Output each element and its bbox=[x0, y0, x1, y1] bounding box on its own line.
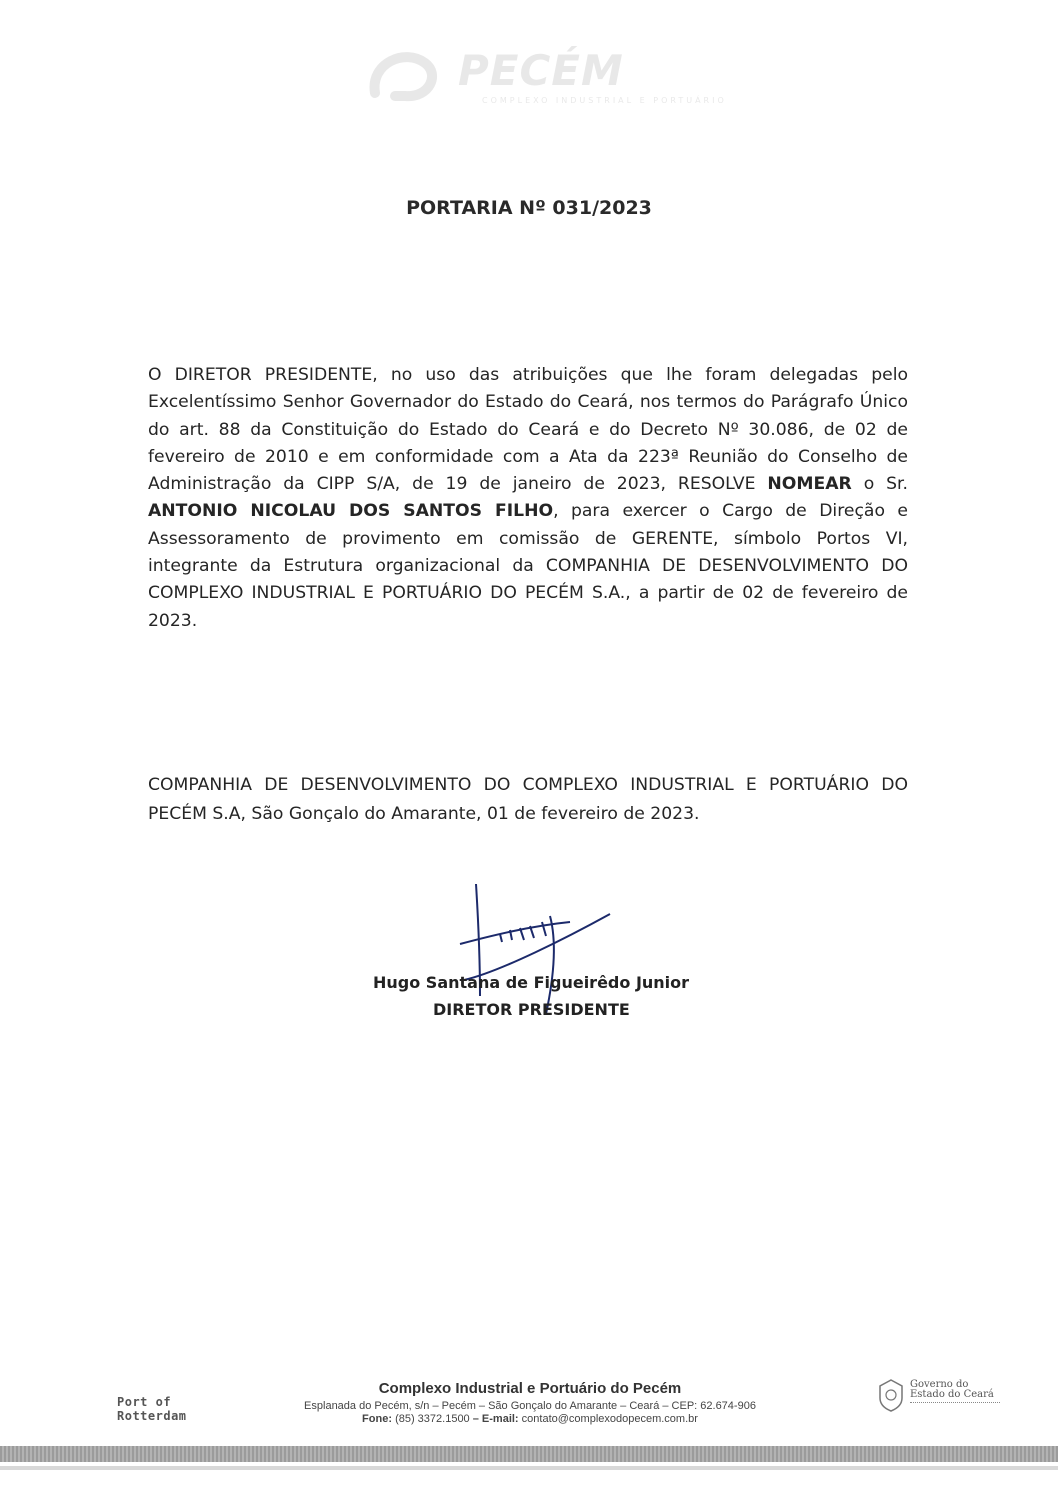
footer-org-name: Complexo Industrial e Portuário do Pecém bbox=[378, 1380, 682, 1397]
gov-line1: Governo do bbox=[910, 1379, 969, 1390]
document-title: PORTARIA Nº 031/2023 bbox=[406, 197, 652, 219]
email-address: contato@complexodopecem.com.br bbox=[521, 1413, 698, 1425]
footer-contact bbox=[240, 1413, 820, 1425]
appointee-name: ANTONIO NICOLAU DOS SANTOS FILHO bbox=[148, 501, 554, 522]
state-coat-of-arms-icon bbox=[876, 1378, 906, 1412]
gov-line2: Estado do Ceará bbox=[910, 1389, 994, 1400]
footer-band bbox=[0, 1446, 1058, 1462]
body-paragraph bbox=[148, 362, 908, 635]
body-text-part3: , para exercer o Cargo de Direção e Assessoramento de provimento em comissão de GERENTE, símbolo Portos VI, integrante da Estrutura organizacional da COMPANHIA DE DESENVOLVIMENTO DO COMPLEXO INDUSTRIAL E PORTUÁRIO DO PECÉM S.A., a partir de 02 de fevereiro de 2023. bbox=[148, 501, 908, 631]
governo-ceara-logo bbox=[876, 1378, 1006, 1416]
handwritten-signature bbox=[440, 876, 620, 1016]
logo-tagline: COMPLEXO INDUSTRIAL E PORTUÁRIO bbox=[482, 96, 727, 105]
email-label: – E-mail: bbox=[472, 1413, 519, 1425]
signer-name: Hugo Santana de Figueirêdo Junior bbox=[373, 973, 690, 992]
partner-line1: Port of bbox=[117, 1395, 172, 1409]
logo-wordmark: PECÉM bbox=[458, 46, 624, 95]
body-text-part1: O DIRETOR PRESIDENTE, no uso das atribuições que lhe foram delegadas pelo Excelentíssimo Senhor Governador do Estado do Ceará, nos termos do Parágrafo Único do art. 88 da Constituição do Estado do Ceará e do Decreto Nº 30.086, de 02 de fevereiro de 2010 e em conformidade com a Ata da 223ª Reunião do Conselho de Administração da CIPP S/A, de 19 de janeiro de 2023, RESOLVE bbox=[148, 365, 908, 495]
pecem-logo bbox=[360, 38, 727, 118]
footer-info bbox=[240, 1380, 820, 1425]
closing-paragraph: COMPANHIA DE DESENVOLVIMENTO DO COMPLEXO INDUSTRIAL E PORTUÁRIO DO PECÉM S.A, São Gonçalo do Amarante, 01 de fevereiro de 2023. bbox=[148, 775, 908, 824]
body-action: NOMEAR bbox=[767, 474, 852, 495]
phone-number: (85) 3372.1500 bbox=[395, 1413, 470, 1425]
pecem-logo-mark bbox=[360, 38, 450, 118]
signer-role: DIRETOR PRESIDENTE bbox=[433, 1000, 630, 1019]
partner-line2: Rotterdam bbox=[117, 1409, 187, 1423]
phone-label: Fone: bbox=[362, 1413, 392, 1425]
footer-address: Esplanada do Pecém, s/n – Pecém – São Gonçalo do Amarante – Ceará – CEP: 62.674-906 bbox=[304, 1400, 756, 1412]
body-text-part2: o Sr. bbox=[851, 474, 908, 495]
gov-subtitle-rule bbox=[910, 1402, 1000, 1409]
port-of-rotterdam-logo bbox=[117, 1395, 187, 1423]
footer-band-lower bbox=[0, 1466, 1058, 1470]
